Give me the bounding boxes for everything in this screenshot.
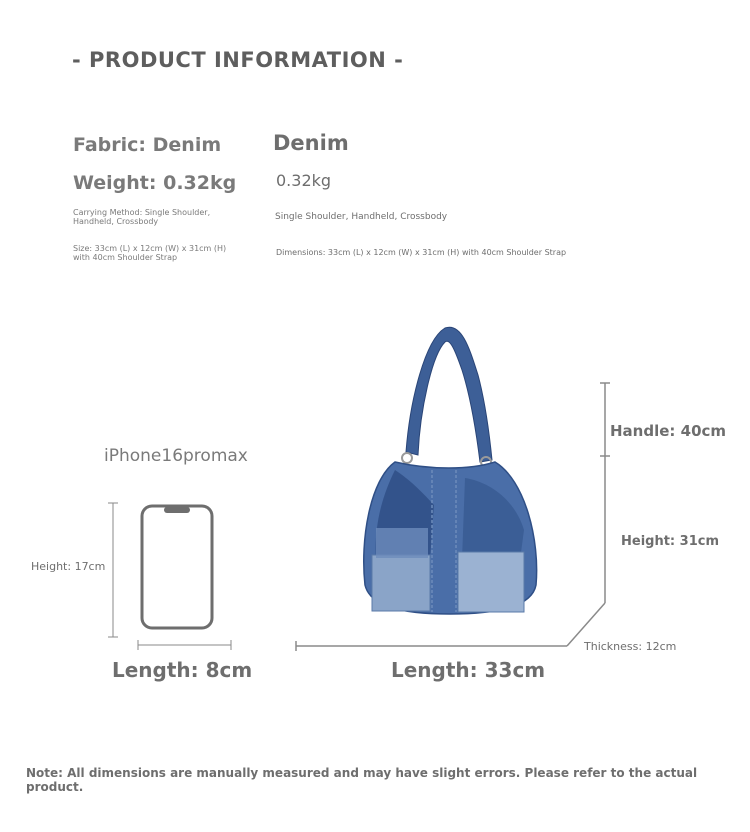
phone-height-ruler xyxy=(108,503,118,637)
carrying-value: Single Shoulder, Handheld, Crossbody xyxy=(275,212,448,222)
weight-value: 0.32kg xyxy=(276,171,332,190)
phone-model-label: iPhone16promax xyxy=(104,446,248,466)
phone-length-ruler xyxy=(138,640,231,650)
phone-height-label: Height: 17cm xyxy=(31,560,106,573)
size-value: Dimensions: 33cm (L) x 12cm (W) x 31cm (H) with 40cm Shoulder Strap xyxy=(276,248,567,257)
bag-height-label: Height: 31cm xyxy=(621,534,719,549)
bag-thickness-label: Thickness: 12cm xyxy=(584,640,677,653)
bag-height-ruler xyxy=(600,383,610,603)
bag-length-label: Length: 33cm xyxy=(391,658,546,682)
footer-note: Note: All dimensions are manually measured and may have slight errors. Please refer to the actual product. xyxy=(26,766,698,794)
denim-bag-image xyxy=(364,327,537,614)
fabric-label: Fabric: Denim xyxy=(73,134,222,156)
carrying-label: Carrying Method: Single Shoulder, Handheld, Crossbody xyxy=(73,208,211,226)
page-title: - PRODUCT INFORMATION - xyxy=(72,48,404,72)
size-label: Size: 33cm (L) x 12cm (W) x 31cm (H) with 40cm Shoulder Strap xyxy=(73,244,227,262)
phone-length-label: Length: 8cm xyxy=(112,658,253,682)
handle-length-label: Handle: 40cm xyxy=(610,422,727,440)
phone-icon xyxy=(142,506,212,628)
fabric-value: Denim xyxy=(273,131,349,155)
weight-label: Weight: 0.32kg xyxy=(73,172,237,194)
